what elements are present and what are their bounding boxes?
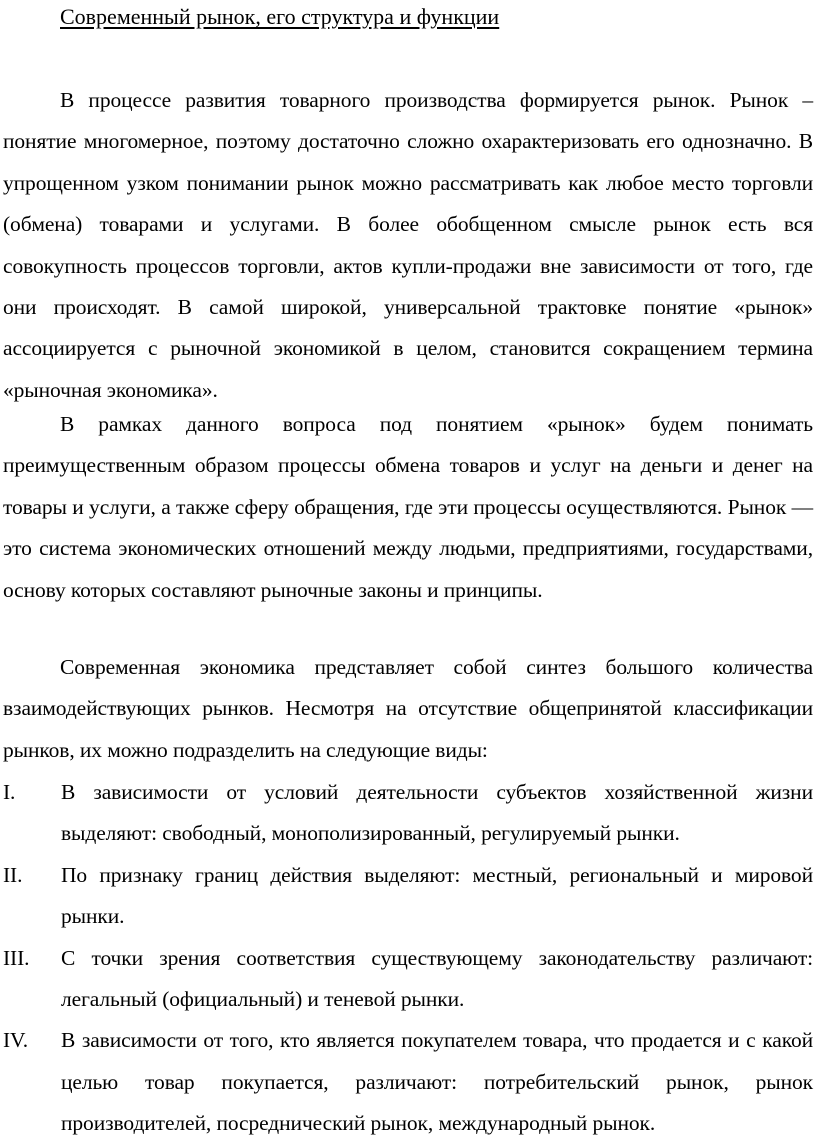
paragraph-market-classification: Современная экономика представляет собой синтез большого количества взаимодействующих рынков. Несмотря на отсутствие общепринятой классификации рынков, их можно подразделить на следующие виды: [3,655,813,762]
market-types-list [3,772,813,1145]
list-item [3,772,813,855]
list-item [3,938,813,1021]
list-item-number: I. [3,780,16,804]
list-item-text: По признаку границ действия выделяют: местный, региональный и мировой рынки. [61,862,813,929]
list-item-text: В зависимости от условий деятельности субъектов хозяйственной жизни выделяют: свободный, монополизированный, регулируемый рынки. [61,780,813,846]
document-title: Современный рынок, его структура и функции [60,4,500,29]
list-item [3,1020,813,1144]
list-item-text: С точки зрения соответствия существующему законодательству различают: легальный (официальный) и теневой рынки. [61,945,813,1012]
list-item-number: III. [3,945,30,970]
paragraph-market-scope: В рамках данного вопроса под понятием «рынок» будем понимать преимущественным образом процессы обмена товаров и услуг на деньги и денег на товары и услуги, а также сферу обращения, где эти процессы осуществляются. Рынок — это система экономических отношений между людьми, предприятиями, государствами, основу которых составляют рыночные законы и принципы. [3,412,813,602]
list-item-text: В зависимости от того, кто является покупателем товара, что продается и с какой целью товар покупается, различают: потребительский рынок, рынок производителей, посреднический рынок, международный рынок. [61,1028,813,1136]
list-item [3,855,813,938]
paragraph-market-definition: В процессе развития товарного производства формируется рынок. Рынок – понятие многомерное, поэтому достаточно сложно охарактеризовать его однозначно. В упрощенном узком понимании рынок можно рассматривать как любое место торговли (обмена) товарами и услугами. В более обобщенном смысле рынок есть вся совокупность процессов торговли, актов купли-продажи вне зависимости от того, где они происходят. В самой широкой, универсальной трактовке понятие «рынок» ассоциируется с рыночной экономикой в целом, становится сокращением термина «рыночная экономика». [3,88,813,402]
list-item-number: IV. [3,1028,28,1053]
list-item-number: II. [3,862,23,887]
